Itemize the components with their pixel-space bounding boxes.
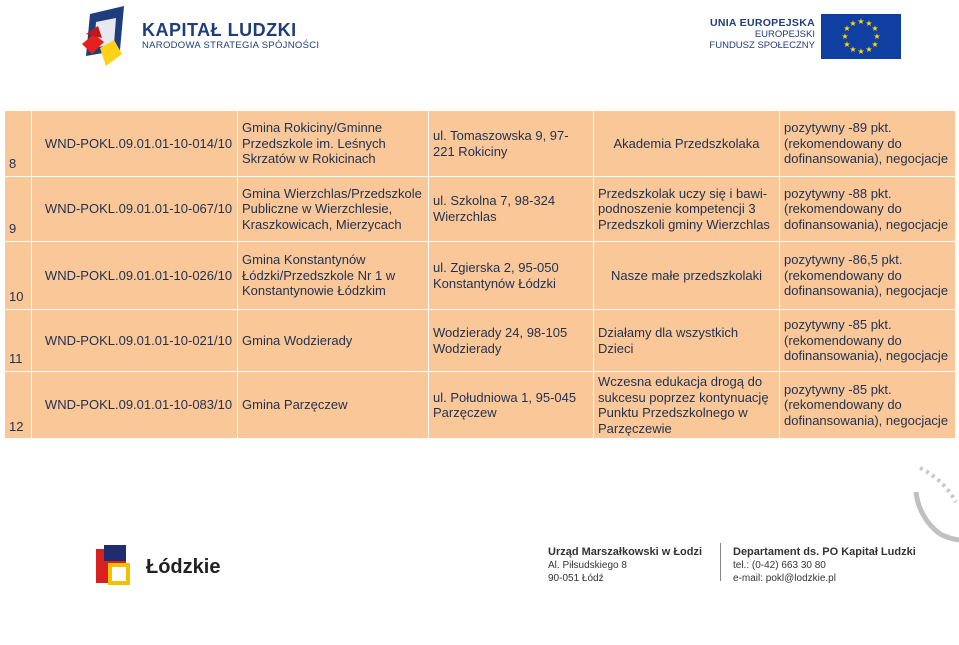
evaluation-result: pozytywny -89 pkt.(rekomendowany do dofinansowania), negocjacje [780, 111, 956, 177]
svg-text:★: ★ [871, 24, 879, 33]
lodzkie-emblem-icon [96, 545, 144, 590]
address: ul. Zgierska 2, 95-050 Konstantynów Łódzki [429, 242, 594, 310]
footer-divider [720, 543, 721, 581]
project-title: Działamy dla wszystkich Dzieci [594, 310, 780, 372]
svg-text:★: ★ [849, 45, 857, 54]
row-number: 8 [5, 111, 32, 177]
eu-union-label: UNIA EUROPEJSKA [709, 17, 815, 29]
project-id: WND-POKL.09.01.01-10-067/10 [32, 177, 238, 242]
svg-text:★: ★ [841, 32, 849, 41]
svg-text:★: ★ [843, 24, 851, 33]
evaluation-result: pozytywny -86,5 pkt.(rekomendowany do dofinansowania), negocjacje [780, 242, 956, 310]
svg-text:★: ★ [865, 19, 873, 28]
svg-text:★: ★ [857, 47, 865, 56]
table-row [5, 372, 956, 439]
row-number: 9 [5, 177, 32, 242]
project-id: WND-POKL.09.01.01-10-083/10 [32, 372, 238, 439]
project-id: WND-POKL.09.01.01-10-021/10 [32, 310, 238, 372]
svg-text:★: ★ [873, 32, 881, 41]
eu-flag-icon [821, 14, 901, 59]
project-title: Przedszkolak uczy się i bawi-podnoszenie kompetencji 3 Przedszkoli gminy Wierzchlas [594, 177, 780, 242]
address: Wodzierady 24, 98-105 Wodzierady [429, 310, 594, 372]
svg-text:★: ★ [849, 19, 857, 28]
table-row [5, 111, 956, 177]
evaluation-result: pozytywny -85 pkt.(rekomendowany do dofinansowania), negocjacje [780, 310, 956, 372]
department-name: Departament ds. PO Kapitał Ludzki [733, 546, 916, 558]
lodzkie-logo-text: Łódzkie [146, 556, 221, 578]
row-number: 10 [5, 242, 32, 310]
eu-text-block [700, 17, 815, 51]
kapital-ludzki-title: KAPITAŁ LUDZKI [142, 20, 297, 40]
office-address [548, 545, 702, 585]
svg-text:★: ★ [865, 45, 873, 54]
kapital-ludzki-subtitle: NARODOWA STRATEGIA SPÓJNOŚCI [142, 40, 320, 51]
svg-text:★: ★ [857, 17, 865, 26]
evaluation-result: pozytywny -85 pkt.(rekomendowany do dofinansowania), negocjacje [780, 372, 956, 439]
department-contact [733, 545, 916, 585]
address: ul. Szkolna 7, 98-324 Wierzchlas [429, 177, 594, 242]
projects-table [4, 110, 955, 439]
evaluation-result: pozytywny -88 pkt.(rekomendowany do dofinansowania), negocjacje [780, 177, 956, 242]
table-row [5, 242, 956, 310]
kapital-ludzki-emblem-icon [80, 4, 140, 72]
address: ul. Południowa 1, 95-045 Parzęczew [429, 372, 594, 439]
row-number: 12 [5, 372, 32, 439]
applicant: Gmina Wierzchlas/Przedszkole Publiczne w Wierzchlesie, Kraszkowicach, Mierzycach [238, 177, 429, 242]
project-id: WND-POKL.09.01.01-10-014/10 [32, 111, 238, 177]
project-title: Wczesna edukacja drogą do sukcesu poprzez kontynuację Punktu Przedszkolnego w Parzęczewie [594, 372, 780, 439]
project-title: Akademia Przedszkolaka [594, 111, 780, 177]
applicant: Gmina Wodzierady [238, 310, 429, 372]
address: ul. Tomaszowska 9, 97-221 Rokiciny [429, 111, 594, 177]
eu-fund-label-1: EUROPEJSKI [754, 29, 815, 40]
office-city: 90-051 Łódź [548, 573, 604, 585]
department-phone: tel.: (0-42) 663 30 80 [733, 560, 826, 572]
project-id: WND-POKL.09.01.01-10-026/10 [32, 242, 238, 310]
table-row [5, 177, 956, 242]
svg-text:★: ★ [843, 40, 851, 49]
applicant: Gmina Parzęczew [238, 372, 429, 439]
row-number: 11 [5, 310, 32, 372]
office-street: Al. Piłsudskiego 8 [548, 560, 627, 572]
eu-fund-label-2: FUNDUSZ SPOŁECZNY [709, 40, 815, 51]
svg-text:★: ★ [871, 40, 879, 49]
office-name: Urząd Marszałkowski w Łodzi [548, 546, 703, 558]
department-email: e-mail: pokl@lodzkie.pl [733, 573, 836, 585]
applicant: Gmina Konstantynów Łódzki/Przedszkole Nr 1 w Konstantynowie Łódzkim [238, 242, 429, 310]
applicant: Gmina Rokiciny/Gminne Przedszkole im. Leśnych Skrzatów w Rokicinach [238, 111, 429, 177]
project-title: Nasze małe przedszkolaki [594, 242, 780, 310]
table-row [5, 310, 956, 372]
